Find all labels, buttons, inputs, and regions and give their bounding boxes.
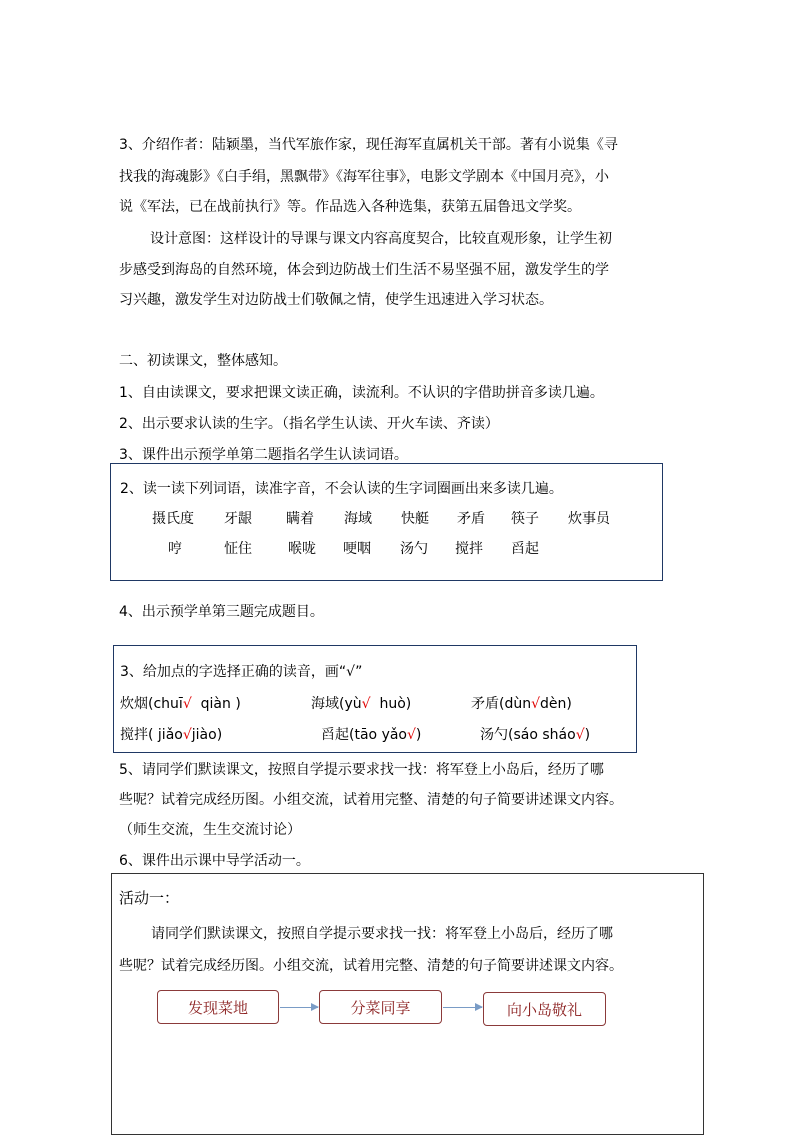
word-row-2-item: 搅拌	[455, 541, 483, 557]
activity-line-1: 请同学们默读课文，按照自学提示要求找一找：将军登上小岛后，经历了哪	[151, 926, 613, 942]
word-row-1-item: 筷子	[511, 511, 539, 527]
step-5-line-3: （师生交流，生生交流讨论）	[119, 822, 301, 838]
pronunciation-item: 汤勺(sáo sháo√)	[480, 727, 591, 743]
word-list-box	[110, 463, 663, 581]
word-list-title: 2、读一读下列词语，读准字音，不会认读的生字词圈画出来多读几遍。	[120, 481, 563, 497]
activity-box	[111, 873, 704, 1135]
intro-line-1: 3、介绍作者：陆颖墨，当代军旅作家，现任海军直属机关干部。著有小说集《寻	[119, 137, 618, 153]
word-row-2-item: 哼	[168, 541, 182, 557]
intro-line-3: 说《军法，已在战前执行》等。作品选入各种选集，获第五届鲁迅文学奖。	[119, 199, 581, 215]
check-mark: √	[531, 696, 541, 712]
pronunciation-box	[113, 645, 637, 753]
word-row-1-item: 牙龈	[224, 511, 252, 527]
pronunciation-item: 矛盾(dùn√dèn)	[471, 696, 572, 712]
section-heading: 二、初读课文，整体感知。	[119, 353, 287, 369]
word-row-1-item: 海域	[344, 511, 372, 527]
pronunciation-item: 炊烟(chuī√ qiàn )	[120, 696, 241, 712]
step-4: 4、出示预学单第三题完成题目。	[119, 604, 324, 620]
check-mark: √	[182, 696, 192, 712]
flow-step-1: 发现菜地	[157, 990, 279, 1024]
word-row-2-item: 舀起	[511, 541, 539, 557]
step-6: 6、课件出示课中导学活动一。	[119, 853, 310, 869]
intro-line-2: 找我的海魂影》《白手绢，黑飘带》《海军往事》，电影文学剧本《中国月亮》，小	[119, 169, 609, 185]
step-5-line-1: 5、请同学们默读课文，按照自学提示要求找一找：将军登上小岛后，经历了哪	[119, 762, 604, 778]
word-row-1-item: 瞒着	[286, 511, 314, 527]
step-3: 3、课件出示预学单第二题指名学生认读词语。	[119, 447, 408, 463]
word-row-2-item: 喉咙	[288, 541, 316, 557]
pronunciation-title: 3、给加点的字选择正确的读音，画“√”	[120, 664, 363, 680]
check-mark: √	[407, 727, 416, 743]
word-row-1-item: 快艇	[401, 511, 429, 527]
design-intent-line-2: 步感受到海岛的自然环境，体会到边防战士们生活不易坚强不屈，激发学生的学	[119, 262, 609, 278]
step-2: 2、出示要求认读的生字。（指名学生认读、开火车读、齐读）	[119, 416, 499, 432]
word-row-2-item: 怔住	[224, 541, 252, 557]
flow-arrow-2	[443, 1007, 482, 1008]
word-row-1-item: 摄氏度	[152, 511, 194, 527]
word-row-2-item: 哽咽	[343, 541, 371, 557]
flow-step-3: 向小岛敬礼	[483, 992, 606, 1026]
check-mark: √	[575, 727, 585, 743]
pronunciation-item: 海域(yù√ huò)	[311, 696, 412, 712]
word-row-1-item: 炊事员	[568, 511, 610, 527]
pronunciation-item: 搅拌( jiǎo√jiào)	[120, 727, 223, 743]
step-5-line-2: 些呢？试着完成经历图。小组交流，试着用完整、清楚的句子简要讲述课文内容。	[119, 792, 623, 808]
check-mark: √	[182, 727, 192, 743]
flow-arrow-1	[280, 1007, 318, 1008]
design-intent-line-3: 习兴趣，激发学生对边防战士们敬佩之情，使学生迅速进入学习状态。	[119, 292, 553, 308]
word-row-2-item: 汤勺	[400, 541, 428, 557]
step-1: 1、自由读课文，要求把课文读正确，读流利。不认识的字借助拼音多读几遍。	[119, 385, 604, 401]
pronunciation-item: 舀起(tāo yǎo√)	[321, 727, 422, 743]
word-row-1-item: 矛盾	[457, 511, 485, 527]
activity-line-2: 些呢？试着完成经历图。小组交流，试着用完整、清楚的句子简要讲述课文内容。	[119, 958, 623, 974]
flow-step-2: 分菜同享	[319, 990, 442, 1024]
design-intent-line-1: 设计意图：这样设计的导课与课文内容高度契合，比较直观形象，让学生初	[150, 231, 612, 247]
activity-title: 活动一：	[119, 889, 180, 907]
check-mark: √	[361, 696, 371, 712]
